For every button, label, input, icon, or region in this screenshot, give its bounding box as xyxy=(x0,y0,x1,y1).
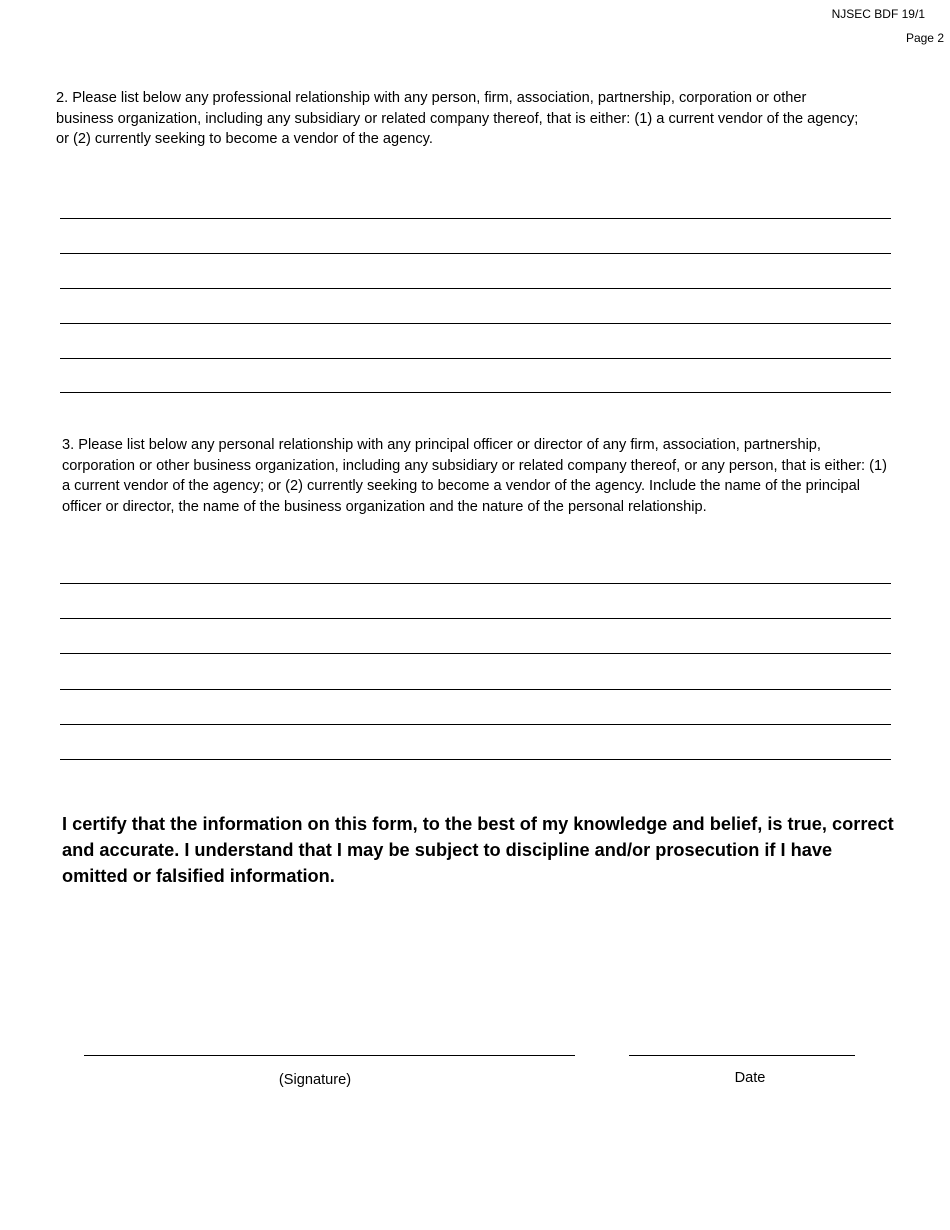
answer-line[interactable] xyxy=(60,583,891,584)
answer-line[interactable] xyxy=(60,392,891,393)
signature-line[interactable] xyxy=(84,1055,575,1056)
answer-line[interactable] xyxy=(60,618,891,619)
answer-line[interactable] xyxy=(60,358,891,359)
answer-line[interactable] xyxy=(60,288,891,289)
answer-line[interactable] xyxy=(60,323,891,324)
form-id: NJSEC BDF 19/1 xyxy=(831,7,925,21)
question-2-text: 2. Please list below any professional relationship with any person, firm, association, partnership, corporation or other business organization, including any subsidiary or related company thereof, that is either: (1) a current vendor of the agency; or (2) currently seeking to become a vendor of the agency. xyxy=(56,90,859,147)
certification-statement: I certify that the information on this form, to the best of my knowledge and belief, is true, correct and accurate. I understand that I may be subject to discipline and/or prosecution if I have omitted or falsified information. xyxy=(62,814,894,886)
question-3-text: 3. Please list below any personal relationship with any principal officer or director of any firm, association, partnership, corporation or other business organization, including any subsidiary or related company thereof, or any person, that is either: (1) a current vendor of the agency; or (2) currently seeking to become a vendor of the agency. Include the name of the principal officer or director, the name of the business organization and the nature of the personal relationship. xyxy=(62,437,887,515)
answer-line[interactable] xyxy=(60,218,891,219)
answer-line[interactable] xyxy=(60,253,891,254)
page-number: Page 2 xyxy=(905,31,944,45)
date-label: Date xyxy=(734,1070,766,1086)
answer-line[interactable] xyxy=(60,759,891,760)
signature-label: (Signature) xyxy=(278,1072,352,1088)
answer-line[interactable] xyxy=(60,689,891,690)
date-line[interactable] xyxy=(629,1055,855,1056)
answer-line[interactable] xyxy=(60,653,891,654)
answer-line[interactable] xyxy=(60,724,891,725)
